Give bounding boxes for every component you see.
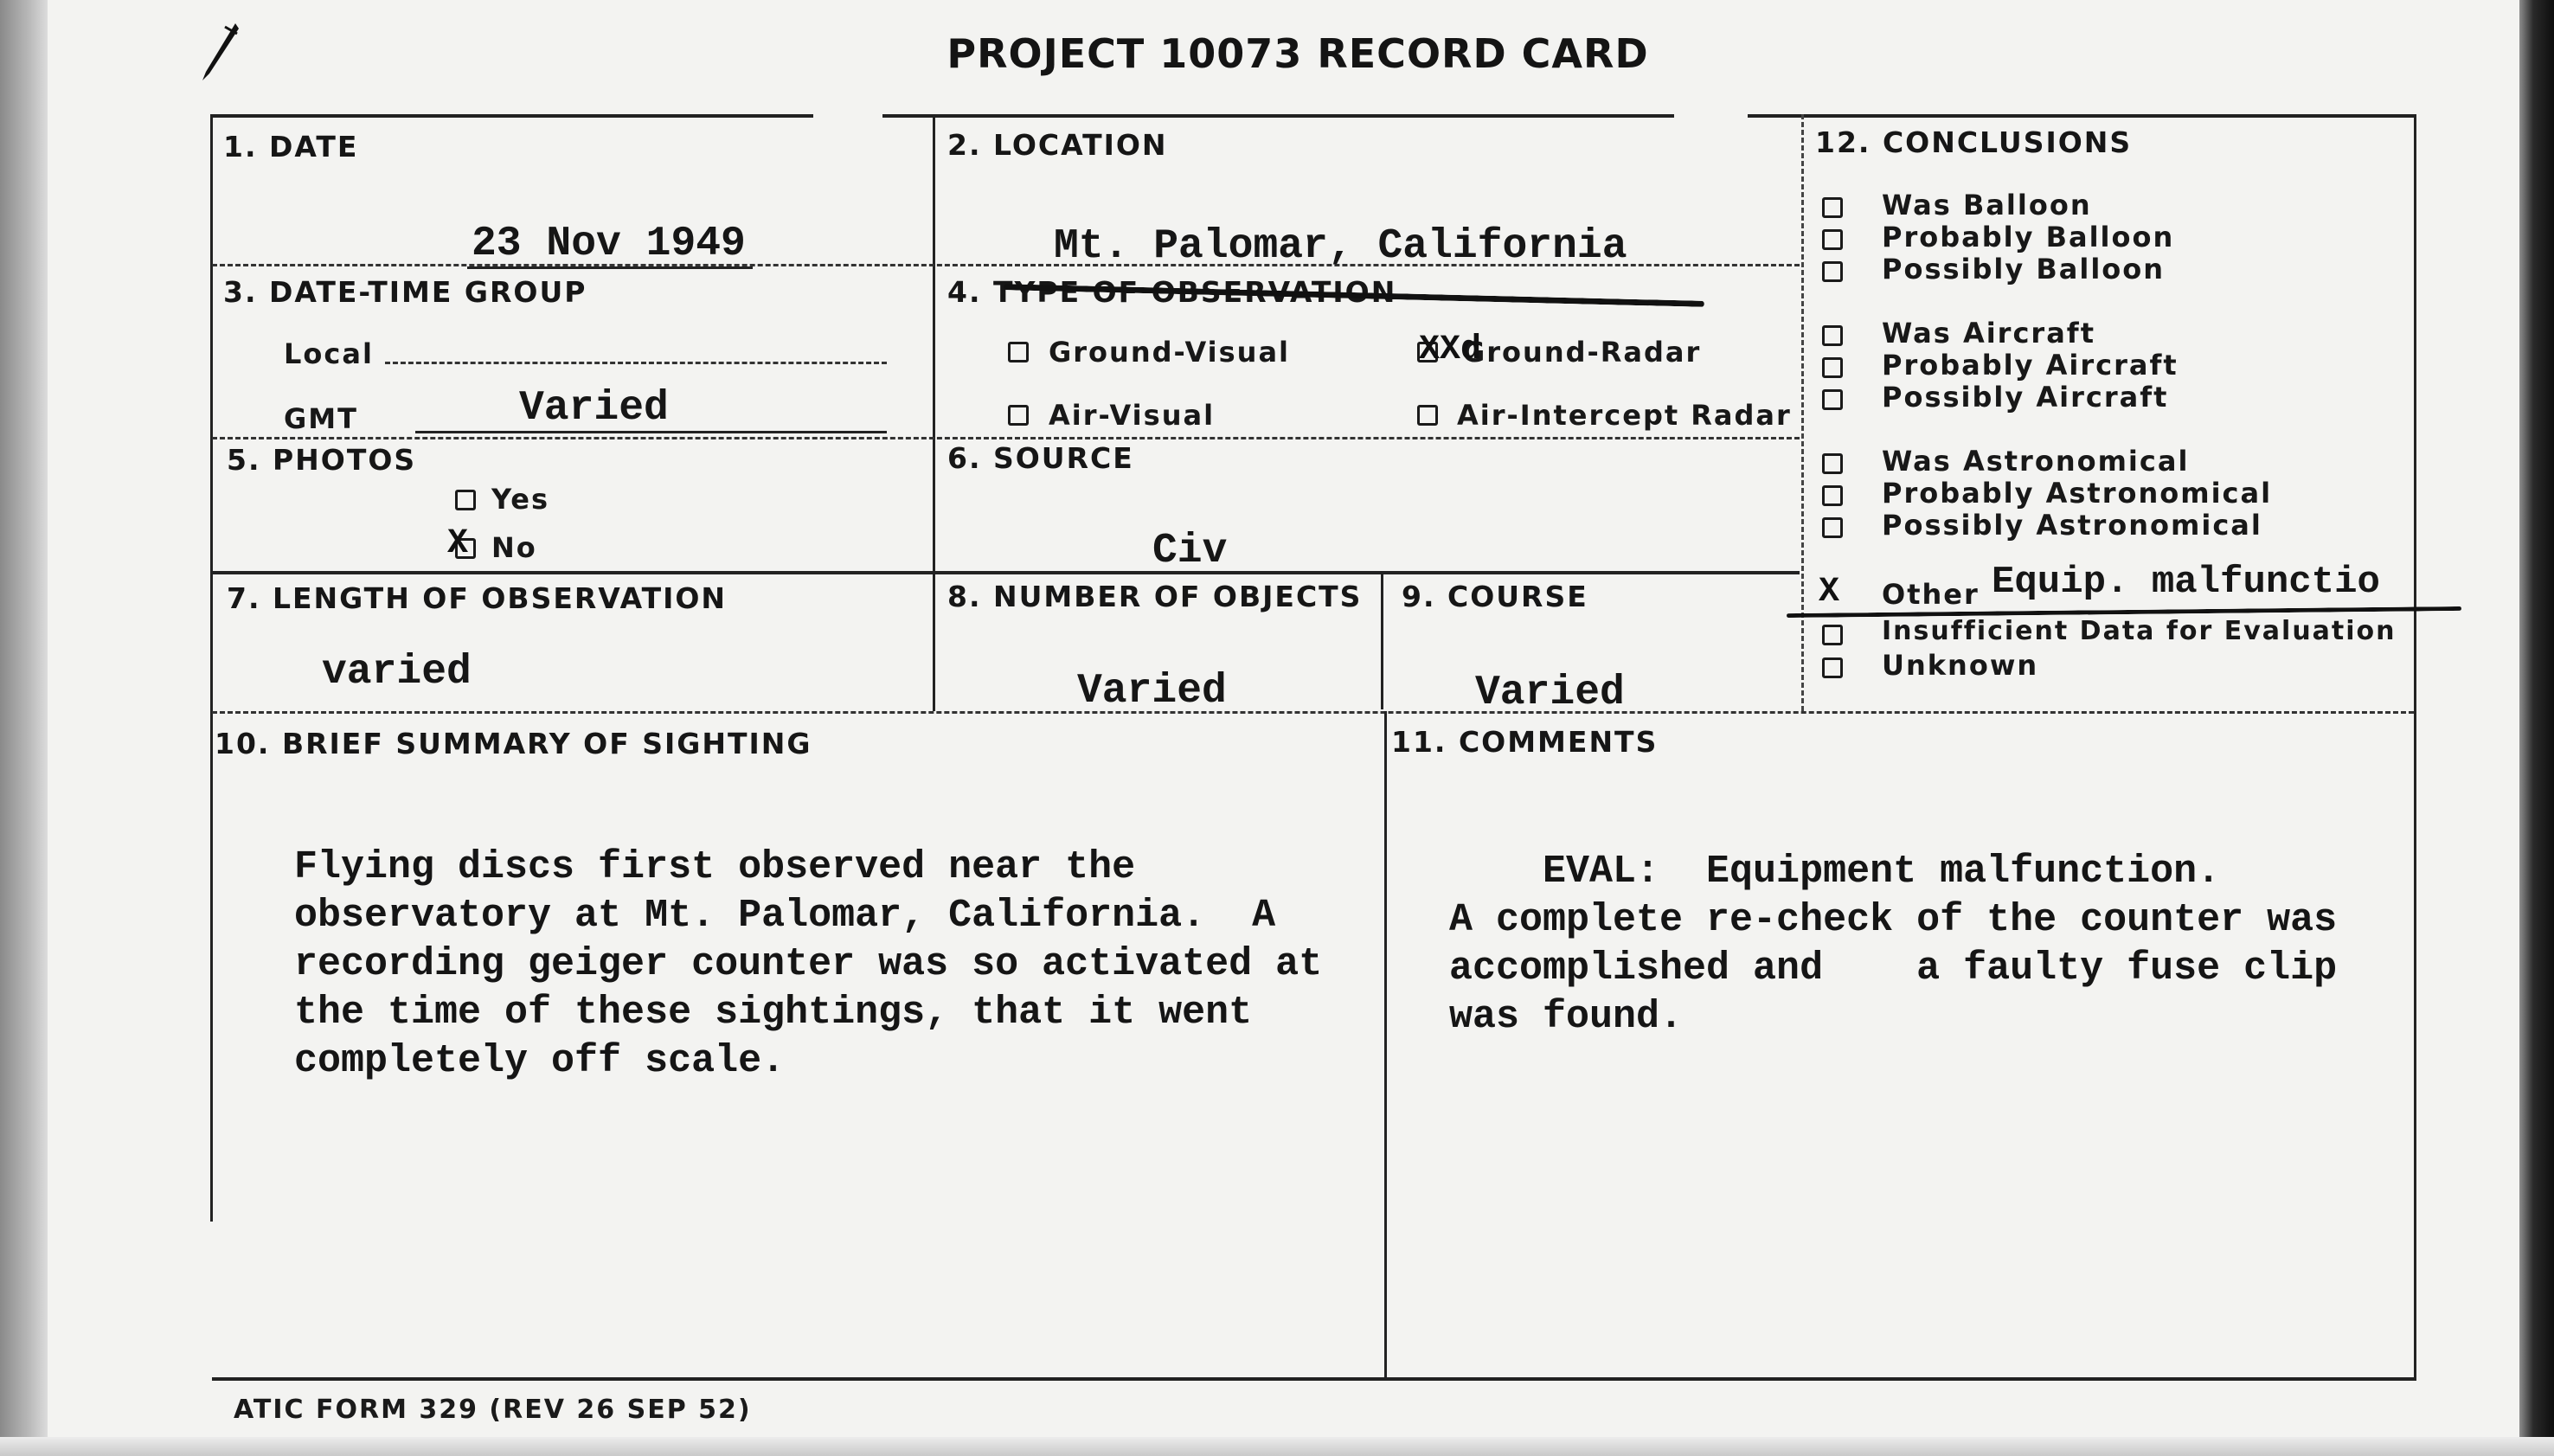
air-intercept-radar-checkbox[interactable] [1417, 405, 1438, 426]
possibly-aircraft-checkbox[interactable] [1822, 389, 1843, 410]
possibly-aircraft-label: Possibly Aircraft [1882, 381, 2169, 414]
date-underline [467, 266, 753, 269]
card-title: PROJECT 10073 RECORD CARD [947, 30, 1649, 77]
type-of-observation-label: 4. TYPE OF OBSERVATION [947, 275, 1397, 309]
photos-label: 5. PHOTOS [227, 443, 417, 477]
possibly-balloon-label: Possibly Balloon [1882, 253, 2166, 285]
form-number-footer: ATIC FORM 329 (REV 26 SEP 52) [234, 1395, 752, 1425]
scan-right-edge [2519, 0, 2554, 1456]
number-of-objects-label: 8. NUMBER OF OBJECTS [947, 580, 1363, 613]
length-of-observation-label: 7. LENGTH OF OBSERVATION [227, 581, 728, 615]
probably-aircraft-label: Probably Aircraft [1882, 349, 2179, 382]
ground-radar-label: Ground-Radar [1462, 336, 1702, 369]
location-value: Mt. Palomar, California [1054, 223, 1627, 270]
scan-left-edge [0, 0, 48, 1456]
summary-line-2: observatory at Mt. Palomar, California. A [294, 894, 1276, 938]
gmt-label: GMT [284, 402, 358, 435]
gmt-value: Varied [519, 385, 669, 432]
comments-line-2: A complete re-check of the counter was [1449, 898, 2338, 942]
photos-yes-label: Yes [491, 483, 549, 516]
source-value: Civ [1152, 528, 1228, 574]
comments-line-1: EVAL: Equipment malfunction. [1449, 850, 2221, 894]
top-border-left [212, 114, 813, 118]
conclusions-label: 12. CONCLUSIONS [1815, 125, 2133, 159]
left-border [210, 114, 213, 1222]
possibly-balloon-checkbox[interactable] [1822, 261, 1843, 282]
date-label: 1. DATE [223, 130, 359, 164]
date-time-group-label: 3. DATE-TIME GROUP [223, 275, 587, 309]
summary-line-3: recording geiger counter was so activated at [294, 942, 1323, 986]
other-value: Equip. malfunctio [1992, 561, 2380, 604]
unknown-label: Unknown [1882, 649, 2039, 682]
divider-objects-course [1381, 571, 1383, 709]
probably-aircraft-checkbox[interactable] [1822, 357, 1843, 378]
pen-mark-icon [199, 22, 242, 82]
was-balloon-label: Was Balloon [1882, 189, 2092, 221]
bottom-border [212, 1377, 2416, 1381]
air-visual-checkbox[interactable] [1008, 405, 1029, 426]
length-of-observation-value: varied [322, 649, 472, 696]
date-value: 23 Nov 1949 [472, 221, 746, 267]
was-astronomical-label: Was Astronomical [1882, 445, 2190, 478]
insufficient-data-checkbox[interactable] [1822, 625, 1843, 645]
probably-astronomical-checkbox[interactable] [1822, 485, 1843, 506]
top-border-mid [882, 114, 1674, 118]
was-aircraft-label: Was Aircraft [1882, 317, 2096, 350]
probably-astronomical-label: Probably Astronomical [1882, 477, 2273, 510]
photos-yes-checkbox[interactable] [455, 490, 476, 510]
gmt-line [415, 431, 887, 433]
insufficient-data-label: Insufficient Data for Evaluation [1882, 616, 2397, 646]
other-mark: X [1819, 573, 1840, 612]
brief-summary-label: 10. BRIEF SUMMARY OF SIGHTING [215, 727, 812, 760]
was-aircraft-checkbox[interactable] [1822, 325, 1843, 346]
source-label: 6. SOURCE [947, 441, 1134, 475]
ground-visual-checkbox[interactable] [1008, 342, 1029, 362]
scan-bottom-edge [0, 1437, 2554, 1456]
probably-balloon-label: Probably Balloon [1882, 221, 2175, 253]
local-time-line [385, 362, 887, 364]
divider-date-location [933, 114, 935, 711]
location-label: 2. LOCATION [947, 128, 1168, 162]
summary-line-4: the time of these sightings, that it went [294, 991, 1253, 1035]
right-border [2414, 114, 2416, 1377]
unknown-checkbox[interactable] [1822, 657, 1843, 678]
course-value: Varied [1475, 670, 1625, 716]
photos-no-label: No [491, 531, 537, 564]
ground-visual-label: Ground-Visual [1049, 336, 1291, 369]
air-visual-label: Air-Visual [1049, 399, 1216, 432]
other-label: Other [1882, 578, 1980, 611]
divider-conclusions [1801, 114, 1804, 711]
rule-row2 [212, 437, 1800, 439]
summary-line-5: completely off scale. [294, 1039, 786, 1083]
top-border-right [1748, 114, 2414, 118]
number-of-objects-value: Varied [1077, 668, 1227, 715]
rule-row3 [212, 571, 1800, 574]
was-astronomical-checkbox[interactable] [1822, 453, 1843, 474]
air-intercept-radar-label: Air-Intercept Radar [1457, 399, 1792, 432]
comments-line-4: was found. [1449, 995, 1684, 1039]
divider-summary-comments [1384, 711, 1387, 1377]
course-label: 9. COURSE [1402, 580, 1588, 613]
probably-balloon-checkbox[interactable] [1822, 229, 1843, 250]
possibly-astronomical-label: Possibly Astronomical [1882, 509, 2262, 542]
local-time-label: Local [284, 337, 374, 370]
comments-line-3: accomplished and a faulty fuse clip [1449, 946, 2338, 991]
summary-line-1: Flying discs first observed near the [294, 845, 1136, 889]
ground-radar-mark: XXd [1419, 330, 1482, 369]
comments-label: 11. COMMENTS [1391, 725, 1659, 759]
was-balloon-checkbox[interactable] [1822, 197, 1843, 218]
rule-row4 [212, 711, 2414, 714]
possibly-astronomical-checkbox[interactable] [1822, 517, 1843, 538]
photos-no-mark: X [447, 524, 469, 563]
